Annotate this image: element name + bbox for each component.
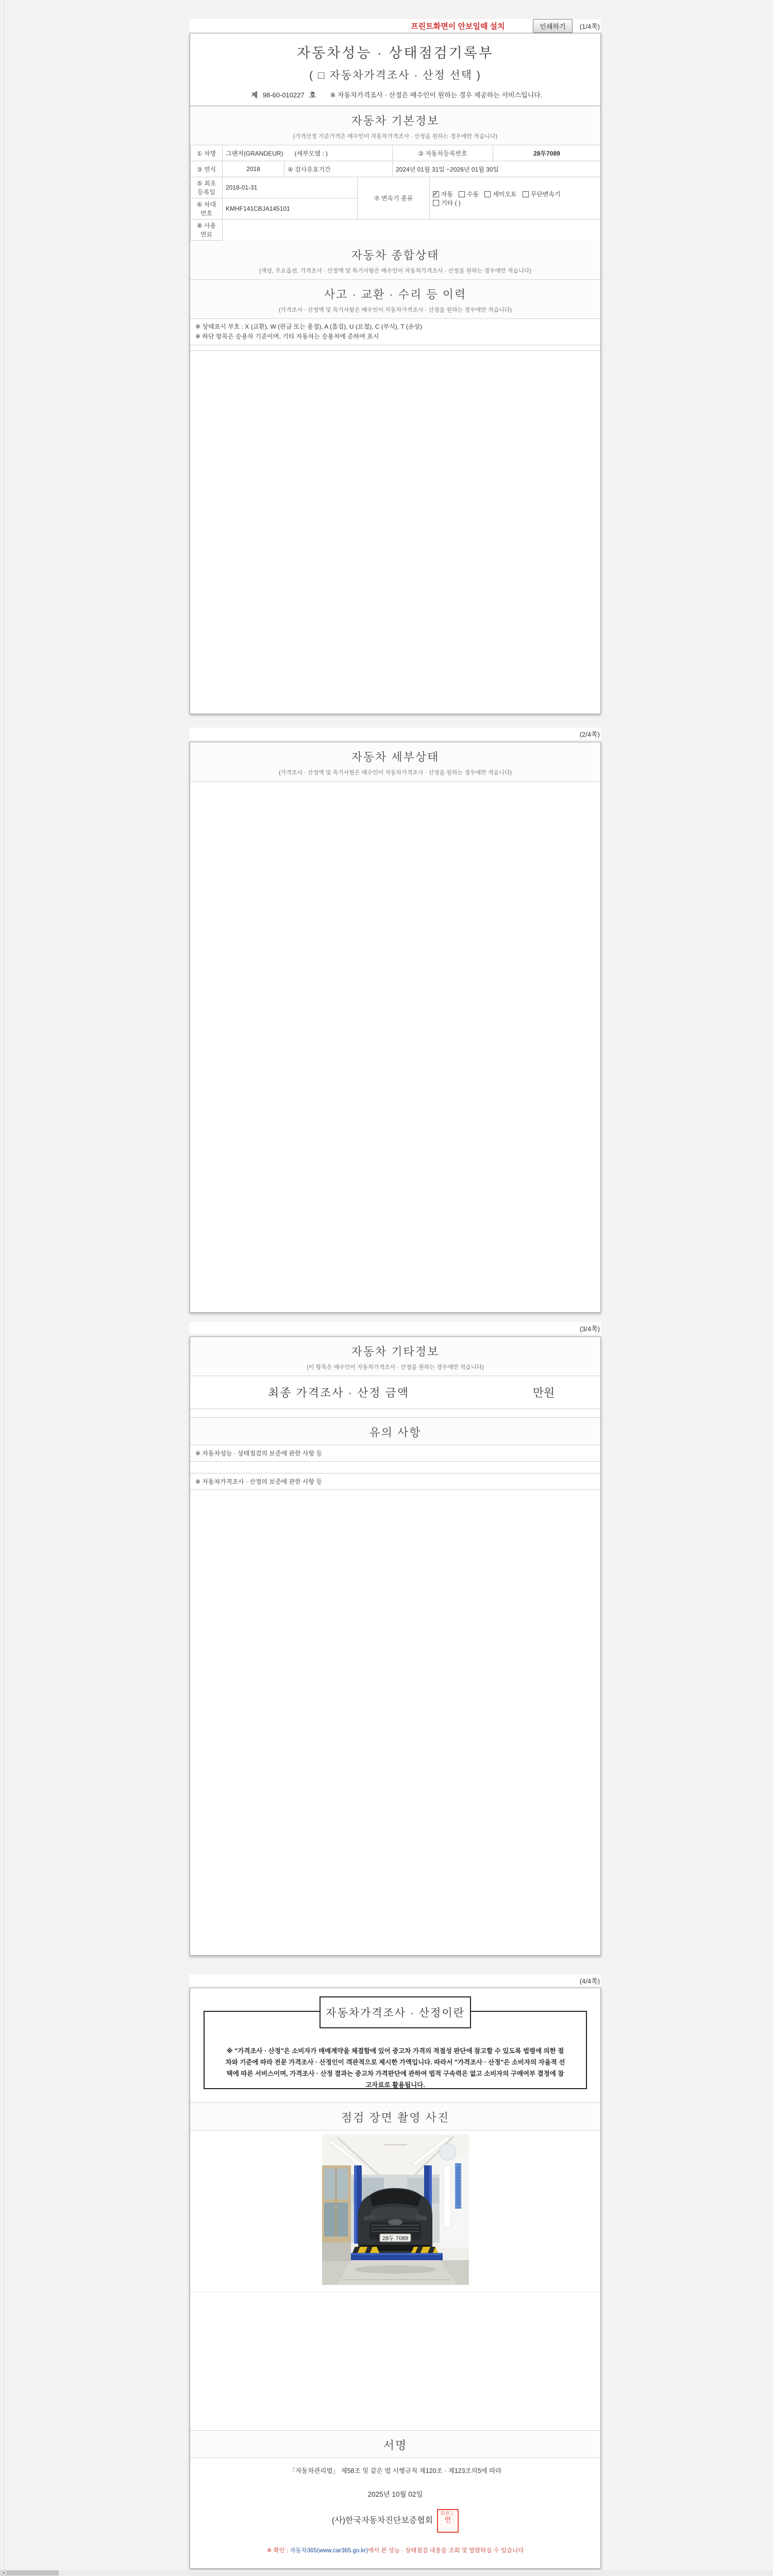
section-photo-header (190, 2103, 600, 2130)
notice-perf-heading: ※ 자동차성능 · 상태점검의 보증에 관한 사항 등 (190, 1445, 600, 1462)
document-header (190, 33, 600, 106)
inspect-value: 2024년 01월 31일 ~2026년 01월 30일 (393, 161, 601, 177)
car365-link[interactable]: 자동차365(www.car365.go.kr) (290, 2547, 368, 2554)
table-row (191, 161, 601, 177)
final-price-label: 최종 가격조사 · 산정 금액 (267, 1386, 410, 1399)
notice-price-heading: ※ 자동차가격조사 · 산정의 보증에 관한 사항 등 (190, 1473, 600, 1490)
section-overall-header (190, 241, 600, 280)
car-name-value: 그랜저(GRANDEUR) (세부모델 : ) (223, 145, 393, 161)
basic-row-4 (190, 219, 601, 241)
section-overall-title: 자동차 종합상태 (351, 249, 440, 262)
footer-link-note (190, 2546, 600, 2554)
accident-note-1: ※ 상태표시 부호 : X (교환), W (판금 또는 용접), A (흠집), U (요철), C (부식), T (손상) (195, 323, 422, 330)
page-marker-4: (4/4쪽) (579, 1977, 600, 1985)
scrollbar-thumb[interactable] (7, 2570, 59, 2575)
blank-area (190, 2292, 600, 2430)
document-subtitle: ( □ 자동차가격조사 · 산정 선택 ) (309, 70, 481, 81)
inspect-label: ④ 검사유효기간 (284, 161, 393, 177)
checkbox-checked[interactable] (433, 191, 439, 197)
section-etc-header (190, 1337, 600, 1376)
year-value: 2018 (223, 161, 284, 177)
vin-label: ⑥ 차대 번호 (191, 198, 223, 219)
section-accident-subtitle: (가격조사 · 산정액 및 특기사항은 매수인이 자동차가격조사 · 산정을 원하는 경우에만 적습니다) (278, 307, 512, 313)
page-marker-3: (3/4쪽) (579, 1325, 600, 1333)
section-photo-title: 점검 장면 촬영 사진 (341, 2111, 450, 2124)
page-marker-1: (1/4쪽) (579, 22, 600, 30)
page-3 (190, 1336, 601, 1956)
option: 세미오토 (484, 190, 516, 198)
document-title: 자동차성능 · 상태점검기록부 (297, 45, 494, 61)
notice-price-list (190, 1490, 600, 1501)
basic-row-4-body (191, 219, 601, 241)
option: 기타 ( ) (433, 198, 461, 207)
table-row (191, 177, 601, 198)
first-reg-value: 2018-01-31 (223, 177, 358, 198)
page-marker-2: (2/4쪽) (579, 730, 600, 738)
page-marker-bar-2 (190, 727, 601, 740)
horizontal-scrollbar[interactable] (0, 2570, 773, 2576)
section-etc-subtitle: (이 항목은 매수인이 자동차가격조사 · 산정을 원하는 경우에만 적습니다) (307, 1364, 484, 1370)
print-install-note[interactable]: 프린트화면이 안보일때 설치 (411, 22, 505, 31)
page-marker-bar-3 (190, 1322, 601, 1334)
page-4 (190, 1988, 601, 2569)
doc-no-suffix: 호 (309, 91, 316, 99)
price-basis-note (190, 1409, 600, 1418)
signature-date: 2025년 10월 02일 (367, 2490, 423, 2498)
page-marker-bar-4 (190, 1974, 601, 1987)
option: 무단변속기 (523, 190, 561, 198)
year-label: ③ 연식 (191, 161, 223, 177)
page-1 (190, 33, 601, 714)
inspection-photo (322, 2134, 469, 2285)
accident-notes (190, 319, 600, 345)
scrollbar-left-arrow[interactable]: ◂ (0, 2570, 7, 2576)
section-notice-title: 유의 사항 (369, 1426, 422, 1439)
option: 수동 (459, 190, 479, 198)
doc-no: 98-60-010227 (262, 91, 305, 99)
trans-opts (430, 177, 601, 219)
section-accident-title: 사고 · 교환 · 수리 등 이력 (324, 288, 467, 301)
checkbox[interactable] (523, 191, 529, 197)
price-survey-box-title: 자동차가격조사 · 산정이란 (320, 1996, 471, 2028)
section-sign-title: 서명 (383, 2439, 408, 2452)
print-button[interactable]: 인쇄하기 (533, 19, 572, 33)
accident-note-2: ※ 하단 항목은 승용차 기준이며, 기타 자동차는 승용차에 준하여 표시 (195, 333, 379, 341)
section-basic-info-subtitle: (가격산정 기준가격은 매수인이 자동차가격조사 · 산정을 원하는 경우에만 적습니다) (293, 133, 498, 140)
final-price-row (190, 1376, 600, 1409)
document-number-line (190, 90, 600, 99)
option: ✓자동 (433, 190, 453, 198)
checkbox[interactable] (484, 191, 491, 197)
basic-row-1 (190, 145, 601, 161)
section-accident-header (190, 280, 600, 319)
section-detail-header (190, 742, 600, 782)
signature-org: (사)한국자동차진단보증협회 (331, 2516, 433, 2526)
notice-perf-list (190, 1462, 600, 1473)
basic-row-3-body (191, 177, 601, 219)
window-edge (4, 0, 5, 2576)
section-sign-header (190, 2430, 600, 2458)
org-seal: 協會之印 인 (437, 2509, 459, 2533)
section-detail-subtitle: (가격조사 · 산정액 및 특기사항은 매수인이 자동차가격조사 · 산정을 원하는 경우에만 적습니다) (278, 770, 512, 776)
car-damage-diagram (190, 345, 600, 351)
car-name-label: ① 차명 (191, 145, 223, 161)
car-name-detail: (세부모델 : ) (294, 149, 328, 157)
signature-law-line: 「자동차관리법」 제58조 및 같은 법 시행규칙 제120조 · 제123조의5에 따라 (289, 2467, 502, 2475)
trans-label: ⑦ 변속기 종류 (358, 177, 430, 219)
price-survey-body: ※ "가격조사 · 산정"은 소비자가 매매계약을 체결함에 있어 중고차 가격의 적절성 판단에 참고할 수 있도록 법령에 의한 절차와 기준에 따라 전문 가격조사 · 산정인이 객관적으로 제시한 가액입니다. 따라서 "가격조사 · 산정"은 소비자의 자율적 선택에 따른 서비스이며, 가격조사 · 산정 결과는 중고차 가격판단에 관하여 법적 구속력은 없고 소비자의 구매여부 결정에 참고자료로 활용됩니다. (225, 2047, 565, 2089)
reg-no-label: ② 자동차등록번호 (393, 145, 493, 161)
service-note: ※ 자동차가격조사 · 산정은 매수인이 원하는 경우 제공하는 서비스입니다. (330, 91, 543, 99)
first-reg-label: ⑤ 최초 등록일 (191, 177, 223, 198)
footer-link-suffix: 에서 본 성능 · 상태점검 내용을 조회 및 열람하실 수 있습니다 (367, 2547, 524, 2554)
table-row (191, 219, 601, 241)
inspection-photo-wrap (190, 2130, 600, 2292)
signature-org-line (190, 2509, 600, 2533)
doc-no-prefix: 제 (251, 91, 258, 99)
section-notice-header (190, 1418, 600, 1445)
vin-value: KMHF141CBJA145101 (223, 198, 358, 219)
section-overall-subtitle: (색상, 주요옵션, 가격조사 · 산정액 및 특기사항은 매수인이 자동차가격조사 · 산정을 원하는 경우에만 적습니다) (259, 268, 532, 274)
section-detail-title: 자동차 세부상태 (351, 751, 440, 764)
section-etc-title: 자동차 기타정보 (351, 1345, 440, 1358)
signature-block (190, 2458, 600, 2533)
section-basic-info-title: 자동차 기본정보 (351, 114, 440, 127)
footer-link-prefix: ※ 확인 : (266, 2547, 290, 2554)
section-basic-info-header (190, 106, 600, 145)
page-2 (190, 742, 601, 1313)
print-bar (190, 19, 601, 32)
table-row (191, 145, 601, 161)
basic-row-1-body (191, 145, 601, 161)
basic-row-2 (190, 161, 601, 177)
basic-info-tables (190, 145, 600, 241)
basic-row-2-body (191, 161, 601, 177)
final-price-unit: 만원 (532, 1386, 555, 1399)
checkbox[interactable] (433, 200, 439, 206)
basic-row-3 (190, 177, 601, 219)
reg-no-value: 28두7089 (493, 145, 601, 161)
price-survey-box-wrap (190, 1988, 600, 2089)
fuel-label: ⑧ 사용 연료 (191, 219, 223, 241)
checkbox[interactable] (459, 191, 465, 197)
photo-license-plate: 28두 7089 (382, 2235, 408, 2242)
